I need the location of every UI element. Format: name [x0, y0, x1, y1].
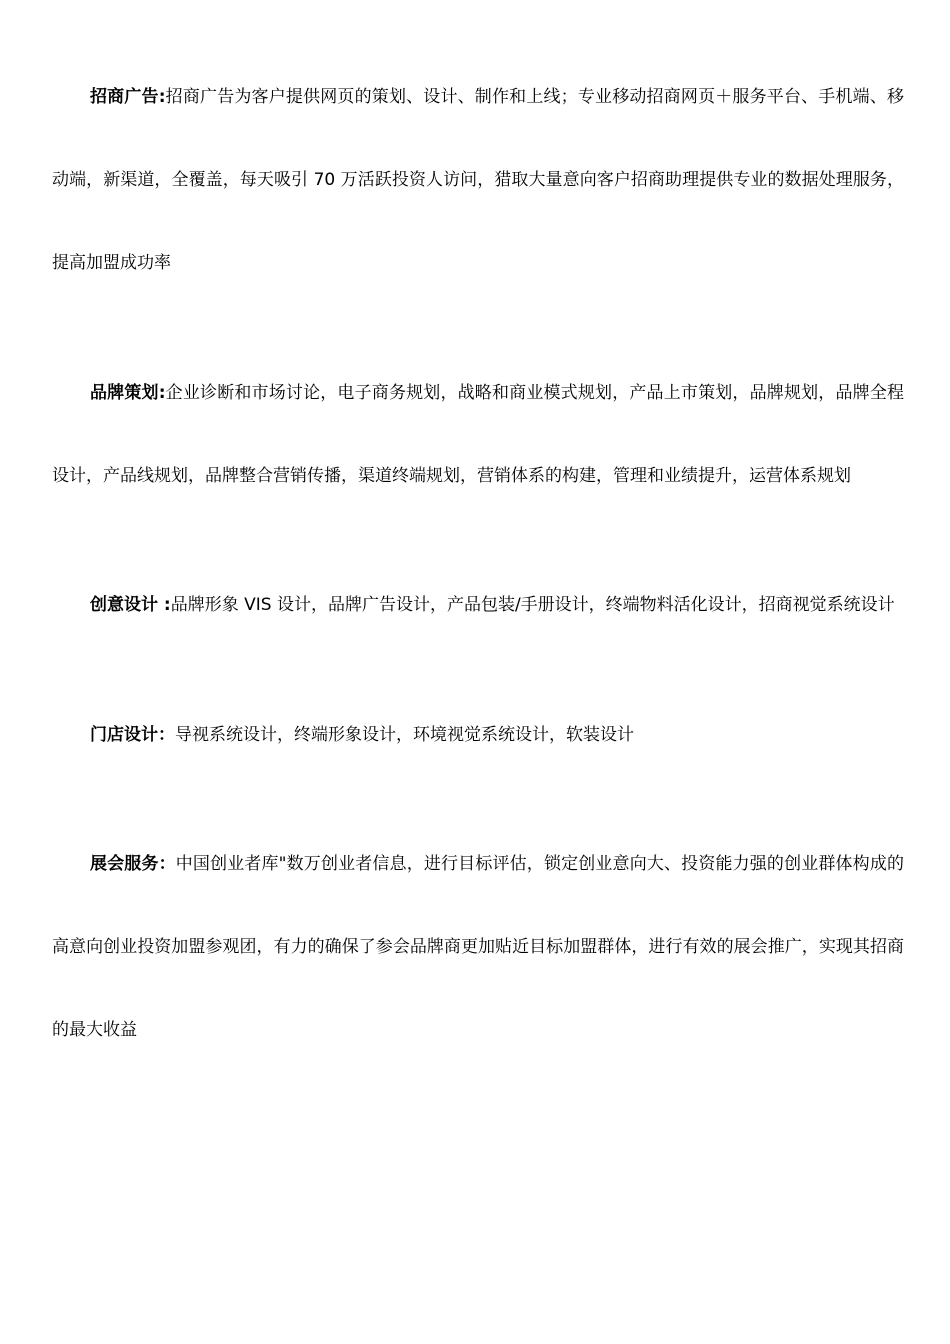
- section-recruitment-ads: [52, 56, 904, 305]
- section-term: 品牌策划:: [90, 383, 166, 403]
- section-term: 展会服务：: [90, 854, 176, 874]
- section-creative-design: [52, 564, 904, 647]
- document-page: [52, 56, 904, 1072]
- section-store-design: [52, 694, 904, 777]
- section-text: 中国创业者库"数万创业者信息，进行目标评估，锁定创业意向大、投资能力强的创业群体构成的高意向创业投资加盟参观团，有力的确保了参会品牌商更加贴近目标加盟群体，进行有效的展会推广，实现其招商的最大收益: [52, 854, 904, 1040]
- section-term: 门店设计：: [90, 725, 175, 745]
- section-term: 创意设计 :: [90, 595, 171, 615]
- section-text: 导视系统设计，终端形象设计，环境视觉系统设计，软装设计: [175, 725, 634, 745]
- section-brand-planning: [52, 352, 904, 518]
- section-text: 企业诊断和市场讨论，电子商务规划，战略和商业模式规划，产品上市策划，品牌规划，品牌全程设计，产品线规划，品牌整合营销传播，渠道终端规划，营销体系的构建，管理和业绩提升，运营体系规划: [52, 383, 904, 486]
- section-term: 招商广告:: [90, 87, 166, 107]
- section-exhibition-services: [52, 823, 904, 1072]
- section-text: 招商广告为客户提供网页的策划、设计、制作和上线；专业移动招商网页＋服务平台、手机端、移动端，新渠道，全覆盖，每天吸引 70 万活跃投资人访问，猎取大量意向客户招商助理提供专业的数据处理服务，提高加盟成功率: [52, 87, 904, 273]
- section-text: 品牌形象 VIS 设计，品牌广告设计，产品包装/手册设计，终端物料活化设计，招商视觉系统设计: [170, 595, 895, 615]
